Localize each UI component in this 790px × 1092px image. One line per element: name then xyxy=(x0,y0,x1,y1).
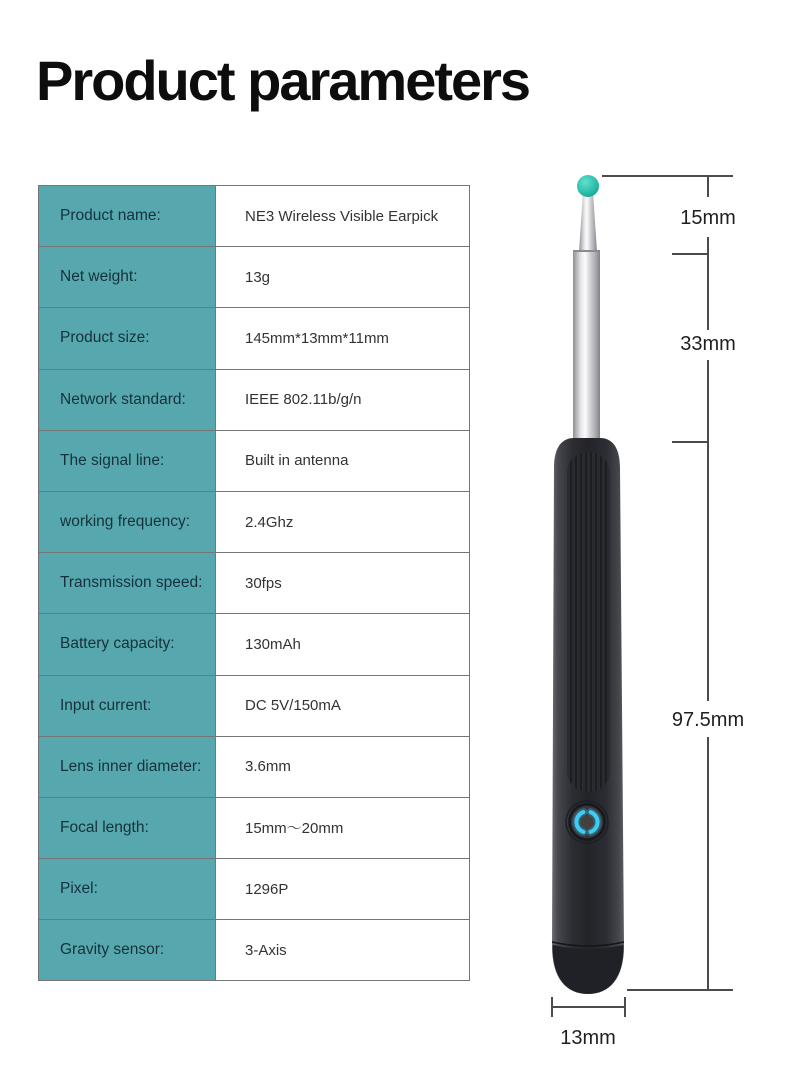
spec-value-lens-inner-diameter: 3.6mm xyxy=(216,737,470,798)
spec-table xyxy=(38,185,470,981)
spec-label-focal-length: Focal length: xyxy=(39,798,216,859)
page-title: Product parameters xyxy=(36,49,530,112)
spec-label-network-standard: Network standard: xyxy=(39,370,216,431)
spec-label-product-name: Product name: xyxy=(39,186,216,247)
spec-label-net-weight: Net weight: xyxy=(39,247,216,308)
spec-value-focal-length: 15mm～20mm xyxy=(216,798,470,859)
spec-value-battery-capacity: 130mAh xyxy=(216,614,470,675)
spec-value-transmission-speed: 30fps xyxy=(216,553,470,614)
handle-bottom-cap xyxy=(553,945,624,994)
spec-value-signal-line: Built in antenna xyxy=(216,431,470,492)
power-button xyxy=(566,801,608,843)
tip-ball xyxy=(577,175,599,197)
spec-label-input-current: Input current: xyxy=(39,676,216,737)
spec-label-battery-capacity: Battery capacity: xyxy=(39,614,216,675)
spec-label-gravity-sensor: Gravity sensor: xyxy=(39,920,216,981)
spec-value-network-standard: IEEE 802.11b/g/n xyxy=(216,370,470,431)
power-button-center xyxy=(581,816,593,828)
dimension-label-probe-length: 33mm xyxy=(680,333,736,355)
probe-tip-shaft xyxy=(579,192,597,252)
spec-label-lens-inner-diameter: Lens inner diameter: xyxy=(39,737,216,798)
spec-label-signal-line: The signal line: xyxy=(39,431,216,492)
spec-label-product-size: Product size: xyxy=(39,308,216,369)
dimension-label-body-length: 97.5mm xyxy=(671,709,745,731)
spec-value-product-name: NE3 Wireless Visible Earpick xyxy=(216,186,470,247)
spec-label-transmission-speed: Transmission speed: xyxy=(39,553,216,614)
dimension-label-tip-length: 15mm xyxy=(680,207,736,229)
spec-value-input-current: DC 5V/150mA xyxy=(216,676,470,737)
device-dimension-figure xyxy=(480,160,790,1065)
spec-value-gravity-sensor: 3-Axis xyxy=(216,920,470,981)
probe-shaft xyxy=(573,250,600,440)
spec-value-product-size: 145mm*13mm*11mm xyxy=(216,308,470,369)
spec-value-working-frequency: 2.4Ghz xyxy=(216,492,470,553)
earpick-device xyxy=(552,175,624,994)
spec-label-working-frequency: working frequency: xyxy=(39,492,216,553)
spec-value-net-weight: 13g xyxy=(216,247,470,308)
spec-value-pixel: 1296P xyxy=(216,859,470,920)
spec-label-pixel: Pixel: xyxy=(39,859,216,920)
grip-panel xyxy=(567,452,610,792)
dimension-label-body-width: 13mm xyxy=(560,1027,616,1049)
